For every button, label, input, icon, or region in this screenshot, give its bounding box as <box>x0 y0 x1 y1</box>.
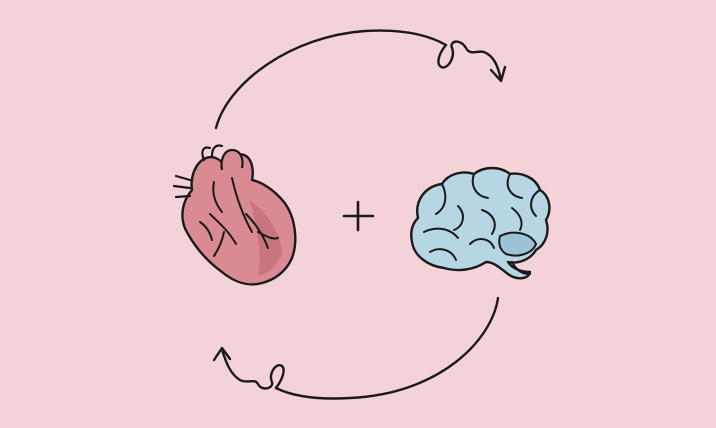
brain-icon <box>411 168 549 278</box>
cycle-arrow-top <box>216 31 505 128</box>
plus-icon <box>344 202 373 230</box>
heart-icon <box>174 145 295 284</box>
cycle-arrow-bottom <box>214 298 498 399</box>
